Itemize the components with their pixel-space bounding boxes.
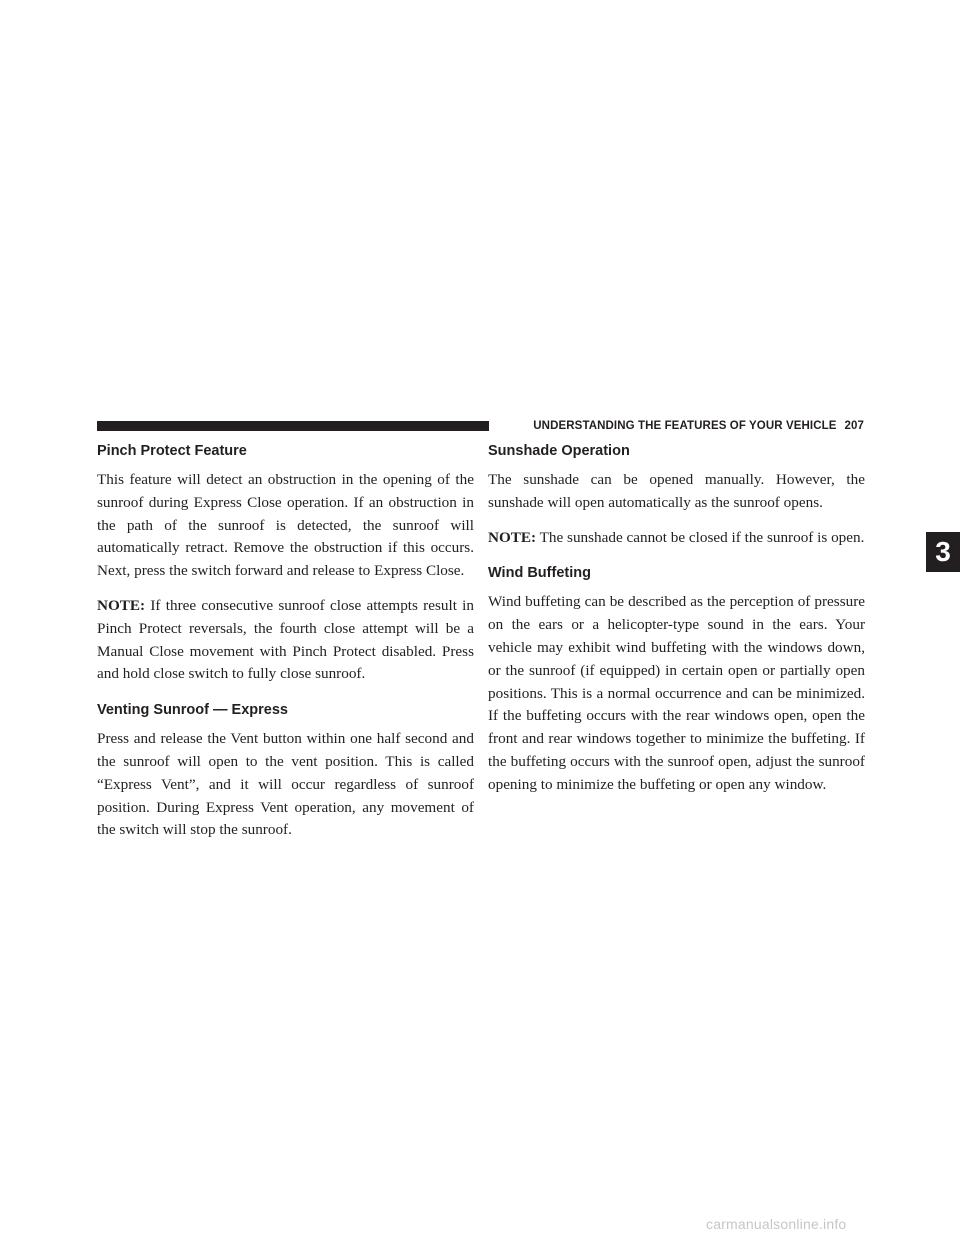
section-title: UNDERSTANDING THE FEATURES OF YOUR VEHICLE bbox=[533, 420, 837, 432]
right-column bbox=[488, 441, 865, 809]
note-label: NOTE: bbox=[97, 596, 146, 614]
heading-venting-sunroof: Venting Sunroof — Express bbox=[97, 702, 288, 719]
header-rule bbox=[97, 421, 489, 431]
pinch-protect-body: This feature will detect an obstruction in the opening of the sunroof during Express Close operation. If an obstruction in the path of the sunroof is detected, the sunroof will automatically retract. Remove the obstruction if this occurs. Next, press the switch forward and release to Express Close. bbox=[97, 471, 474, 580]
chapter-tab: 3 bbox=[926, 532, 960, 572]
running-header bbox=[501, 419, 864, 433]
left-column bbox=[97, 441, 474, 854]
note-text: If three consecutive sunroof close attempts result in Pinch Protect reversals, the fourth close attempt will be a Manual Close movement with Pinch Protect disabled. Press and hold close switch to fully close sunroof. bbox=[97, 596, 474, 683]
sunshade-note bbox=[488, 527, 865, 550]
heading-sunshade-operation: Sunshade Operation bbox=[488, 443, 630, 459]
page-number: 207 bbox=[844, 420, 864, 432]
heading-wind-buffeting: Wind Buffeting bbox=[488, 565, 591, 582]
wind-buffeting-body: Wind buffeting can be described as the perception of pressure on the ears or a helicopter-type sound in the ears. Your vehicle may exhibit wind buffeting with the windows down, or the sunroof (if equipped) in certain open or partially open positions. This is a normal occurrence and can be minimized. If the buffeting occurs with the rear windows open, open the front and rear windows together to minimize the buffeting. If the buffeting occurs with the sunroof open, adjust the sunroof opening to minimize the buffeting or open any window. bbox=[488, 593, 865, 793]
pinch-protect-note bbox=[97, 595, 474, 686]
heading-pinch-protect: Pinch Protect Feature bbox=[97, 443, 247, 459]
venting-sunroof-body: Press and release the Vent button within one half second and the sunroof will open to the vent position. This is called “Express Vent”, and it will occur regardless of sunroof position. During Express Vent operation, any movement of the switch will stop the sunroof. bbox=[97, 730, 474, 839]
note-label: NOTE: bbox=[488, 528, 537, 546]
sunshade-body: The sunshade can be opened manually. However, the sunshade will open automatically as the sunroof opens. bbox=[488, 471, 865, 511]
watermark: carmanualsonline.info bbox=[706, 1216, 847, 1232]
note-text: The sunshade cannot be closed if the sunroof is open. bbox=[536, 528, 865, 546]
